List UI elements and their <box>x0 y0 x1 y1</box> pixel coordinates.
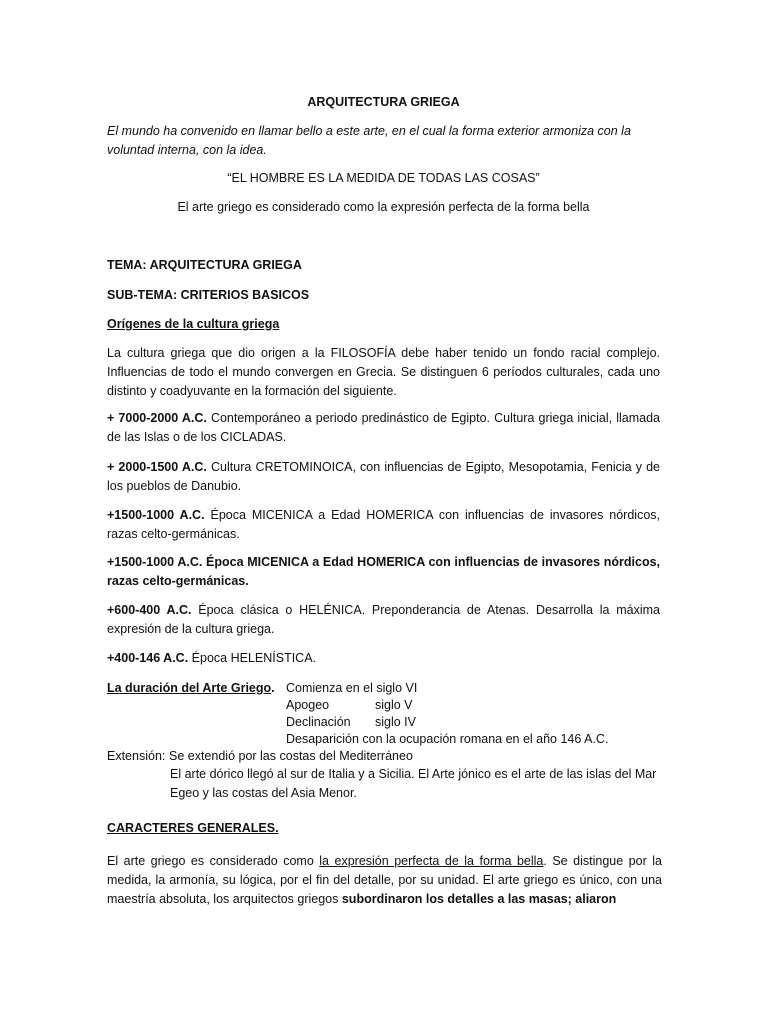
declinacion-label: Declinación <box>286 715 351 729</box>
general-text-bold: subordinaron los detalles a las masas; aliaron <box>341 892 617 906</box>
statement: El arte griego es considerado como la expresión perfecta de la forma bella <box>177 200 590 214</box>
period-text: Contemporáneo a periodo predinástico de Egipto. Cultura griega inicial, llamada de las Islas o de los CICLADAS. <box>107 411 661 444</box>
general-text-underlined: la expresión perfecta de la forma bella <box>319 854 544 868</box>
extension-detail: El arte dórico llegó al sur de Italia y a Sicilia. El Arte jónico es el arte de las islas del Mar Egeo y las costas del Asia Menor. <box>170 767 657 800</box>
period-paragraph <box>107 553 660 591</box>
duration-heading-line <box>107 679 275 698</box>
general-text-start: El arte griego es considerado como <box>107 854 320 868</box>
period-paragraph <box>107 601 660 639</box>
intro-paragraph: El mundo ha convenido en llamar bello a este arte, en el cual la forma exterior armoniza con la voluntad interna, con la idea. <box>107 124 631 157</box>
period-text: Época HELENÍSTICA. <box>188 651 317 665</box>
apogeo-value: siglo V <box>375 698 413 712</box>
extension-label: Extensión: <box>107 749 166 763</box>
period-date: +400-146 A.C. <box>107 651 189 665</box>
period-date: +1500-1000 A.C. <box>107 508 205 522</box>
period-date: +600-400 A.C. <box>107 603 192 617</box>
period-paragraph <box>107 409 660 447</box>
apogeo-label: Apogeo <box>286 698 330 712</box>
duration-start: Comienza en el siglo VI <box>286 681 418 695</box>
tema-line: TEMA: ARQUITECTURA GRIEGA <box>107 258 302 272</box>
period-text: Época clásica o HELÉNICA. Preponderancia de Atenas. Desarrolla la máxima expresión de la cultura griega. <box>107 603 661 636</box>
period-paragraph <box>107 506 660 544</box>
period-date: +1500-1000 A.C. <box>107 555 203 569</box>
period-text: Época MICENICA a Edad HOMERICA con influencias de invasores nórdicos, razas celto-germánicas. <box>107 555 661 588</box>
desaparicion-line: Desaparición con la ocupación romana en el año 146 A.C. <box>286 732 609 746</box>
general-text-middle: . Se distingue por la medida, la armonía, su lógica, por el fin del detalle, por su unidad. El arte griego es único, con una maestría absoluta, los arquitectos griegos <box>107 854 662 906</box>
document-title: ARQUITECTURA GRIEGA <box>307 95 460 109</box>
general-heading: CARACTERES GENERALES. <box>107 821 279 835</box>
period-date: + 7000-2000 A.C. <box>107 411 207 425</box>
extension-line: Se extendió por las costas del Mediterráneo <box>169 749 413 763</box>
declinacion-value: siglo IV <box>375 715 416 729</box>
period-paragraph <box>107 649 660 668</box>
duration-heading: La duración del Arte Griego <box>107 681 272 695</box>
period-text: Época MICENICA a Edad HOMERICA con influencias de invasores nórdicos, razas celto-germánicas. <box>107 508 660 541</box>
period-paragraph <box>107 458 660 496</box>
subtema-line: SUB-TEMA: CRITERIOS BASICOS <box>107 288 310 302</box>
quote: “EL HOMBRE ES LA MEDIDA DE TODAS LAS COSAS” <box>227 171 540 185</box>
period-text: Cultura CRETOMINOICA, con influencias de Egipto, Mesopotamia, Fenicia y de los pueblos de Danubio. <box>107 460 660 493</box>
duration-heading-period: . <box>271 681 275 695</box>
period-date: + 2000-1500 A.C. <box>107 460 207 474</box>
origins-heading: Orígenes de la cultura griega <box>107 317 280 331</box>
origins-paragraph: La cultura griega que dio origen a la FILOSOFÍA debe haber tenido un fondo racial complejo. Influencias de todo el mundo convergen en Grecia. Se distinguen 6 períodos culturales, cada uno distinto y coadyuvante en la formación del siguiente. <box>107 346 660 398</box>
general-paragraph <box>107 852 662 909</box>
